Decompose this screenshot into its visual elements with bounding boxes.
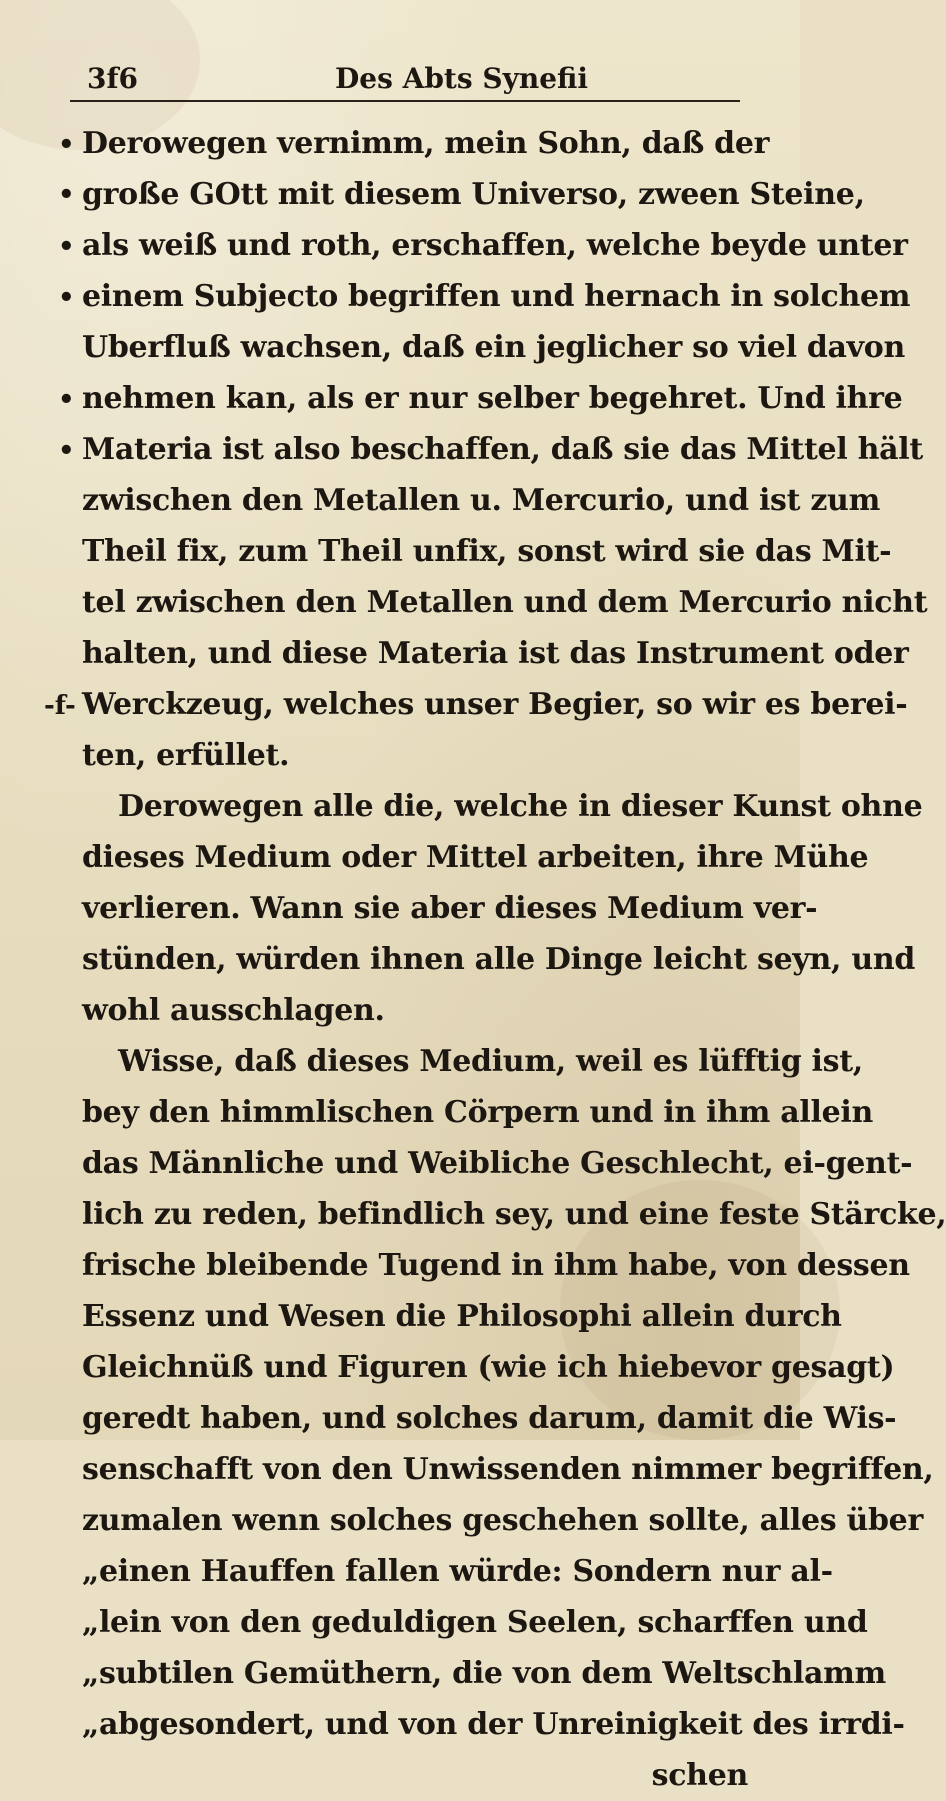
- text-line: senschafft von den Unwissenden nimmer begriffen,: [82, 1452, 934, 1487]
- running-title: Des Abts Synefii: [335, 62, 589, 95]
- margin-mark: -f-: [44, 691, 76, 721]
- text-line: Wisse, daß dieses Medium, weil es lüfftig ist,: [118, 1044, 863, 1079]
- text-line: „subtilen Gemüthern, die von dem Weltschlamm: [82, 1656, 886, 1691]
- margin-mark: •: [58, 232, 75, 262]
- text-line: „einen Hauffen fallen würde: Sondern nur al-: [82, 1554, 833, 1589]
- folio: 3f6: [87, 62, 139, 95]
- text-line: Materia ist also beschaffen, daß sie das Mittel hält: [82, 432, 923, 467]
- text-line: ten, erfüllet.: [82, 738, 290, 773]
- text-line: frische bleibende Tugend in ihm habe, von dessen: [82, 1248, 910, 1283]
- text-line: lich zu reden, befindlich sey, und eine feste Stärcke,: [82, 1197, 946, 1232]
- text-line: Derowegen alle die, welche in dieser Kunst ohne: [118, 789, 923, 824]
- body-text: [82, 118, 946, 1801]
- text-line: als weiß und roth, erschaffen, welche beyde unter: [82, 228, 908, 263]
- margin-mark: •: [58, 436, 75, 466]
- text-line: Theil fix, zum Theil unfix, sonst wird sie das Mit-: [82, 534, 892, 569]
- text-line: geredt haben, und solches darum, damit die Wis-: [82, 1401, 897, 1436]
- text-line: verlieren. Wann sie aber dieses Medium ver-: [82, 891, 818, 926]
- text-line: halten, und diese Materia ist das Instrument oder: [82, 636, 909, 671]
- text-line: „abgesondert, und von der Unreinigkeit des irrdi-: [82, 1707, 905, 1742]
- text-line: „lein von den geduldigen Seelen, scharffen und: [82, 1605, 868, 1640]
- text-line: wohl ausschlagen.: [82, 993, 385, 1028]
- margin-mark: •: [58, 180, 75, 210]
- text-line: bey den himmlischen Cörpern und in ihm allein: [82, 1095, 873, 1130]
- catchword: schen: [651, 1758, 748, 1793]
- text-line: tel zwischen den Metallen und dem Mercurio nicht: [82, 585, 928, 620]
- text-line: große GOtt mit diesem Universo, zween Steine,: [82, 177, 865, 212]
- text-line: zwischen den Metallen u. Mercurio, und ist zum: [82, 483, 881, 518]
- text-line: Gleichnüß und Figuren (wie ich hiebevor gesagt): [82, 1350, 895, 1385]
- page-header: [65, 60, 765, 98]
- text-line: dieses Medium oder Mittel arbeiten, ihre Mühe: [82, 840, 869, 875]
- text-line: nehmen kan, als er nur selber begehret. Und ihre: [82, 381, 903, 416]
- text-line: zumalen wenn solches geschehen sollte, alles über: [82, 1503, 923, 1538]
- text-line: Uberfluß wachsen, daß ein jeglicher so viel davon: [82, 330, 905, 365]
- text-line: Essenz und Wesen die Philosophi allein durch: [82, 1299, 842, 1334]
- text-line: einem Subjecto begriffen und hernach in solchem: [82, 279, 911, 314]
- text-line: das Männliche und Weibliche Geschlecht, ei-gent-: [82, 1146, 913, 1181]
- margin-mark: •: [58, 385, 75, 415]
- margin-mark: •: [58, 283, 75, 313]
- text-line: Derowegen vernimm, mein Sohn, daß der: [82, 126, 770, 161]
- text-line: stünden, würden ihnen alle Dinge leicht seyn, und: [82, 942, 916, 977]
- text-line: Werckzeug, welches unser Begier, so wir es berei-: [82, 687, 908, 722]
- header-rule: [70, 100, 740, 102]
- margin-mark: •: [58, 130, 75, 160]
